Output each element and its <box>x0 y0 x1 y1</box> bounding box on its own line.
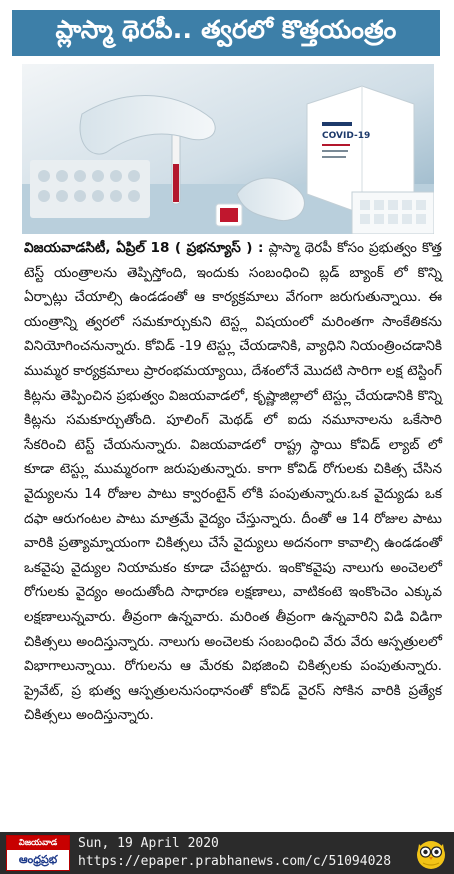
logo-title: ఆంధ్రప్రభ <box>18 853 58 866</box>
headline-banner <box>12 10 440 56</box>
article-text: ప్లాస్మా థెరపీ కోసం ప్రభుత్వం కొత్త టెస్ట్ యంత్రాలను తెప్పిస్తోంది, ఇందుకు సంబంధించి బ్లడ్ బ్యాంక్ లో కొన్ని ఏర్పాట్లు చేయాల్సి ఉండడంతో ఆ కార్యక్రమాలు వేగంగా జరుగుతున్నాయి. ఈ యంత్రాన్ని త్వరలో సమకూర్చుకుని టెస్ట్ల విషయంలో మరింతగా సాంకేతికను వినియోగించనున్నారు. కోవిడ్ -19 టెస్ట్లు చేయడానికి, వ్యాధిని నియంత్రించడానికి ముమ్మర కార్యక్రమాలు ప్రారంభమయ్యాయి, దేశంలోనే మొదటి సారిగా లక్ష టెస్టింగ్ కిట్లను తెప్పించిన ప్రభుత్వం విజయవాడలో, కృష్ణాజిల్లాలో టెస్ట్లు చేయడానికి కొన్ని కిట్లను సమకూర్చుతోంది. పూలింగ్ మెథడ్ లో ఐదు నమూనాలను ఒకేసారి సేకరించి టెస్ట్ చేయనున్నారు. విజయవాడలో రాష్ట్ర స్థాయి కోవిడ్ ల్యాబ్ లో కూడా టెస్ట్లు ముమ్మరంగా జరుపుతున్నారు. కాగా కోవిడ్ రోగులకు చికిత్స చేసిన వైద్యులను 14 రోజుల పాటు క్వారంటైన్ లోకి పంపుతున్నారు.ఒక వైద్యుడు ఒక దఫా ఆరుగంటల పాటు మాత్రమే వైద్యం చేస్తున్నారు. దీంతో ఆ 14 రోజుల పాటు వారికి ప్రత్యామ్నాయంగా చికిత్సలు చేసే వైద్యులు అదనంగా కావాల్సి ఉండడంతో ఒకవైపు వైద్యుల నియామకం కూడా చేపట్టారు. ఇంకొకవైపు నాలుగు అంచెలలో రోగులకు వైద్యం అందుతోంది సాధారణ లక్షణాలు, వాటికంటె ఇంకొంచెం ఎక్కువ లక్షణాలున్నవారు. తీవ్రంగా ఉన్నవారు. మరింత తీవ్రంగా ఉన్నవారిని విడి విడిగా చికిత్సలు అందిస్తున్నారు. నాలుగు అంచెలకు సంబంధించి వేరు వేరు ఆస్పత్రులలో విభాగాలున్నాయి. రోగులను ఆ మేరకు విభజించి చికిత్సలకు పంపుతున్నారు. ప్రైవేట్, ప్ర భుత్వ ఆస్పత్రులనుసంధానంతో కోవిడ్ వైరస్ సోకిన వారికి ప్రత్యేక చికిత్సలు అందిస్తున్నారు. <box>24 240 442 724</box>
photo-box-label: COVID-19 <box>322 131 371 141</box>
news-photo <box>22 64 434 234</box>
article-dateline: విజయవాడసిటీ, ఏప్రిల్ 18 ( ప్రభన్యూస్ ) : <box>24 240 264 256</box>
owl-icon <box>414 836 448 870</box>
footer-url-link[interactable]: https://epaper.prabhanews.com/c/51094028 <box>78 854 392 869</box>
footer-date: Sun, 19 April 2020 <box>78 836 219 851</box>
headline-text: ప్లాస్మా థెరపీ.. త్వరలో కొత్తయంత్రం <box>55 15 397 44</box>
newspaper-logo[interactable] <box>6 835 70 871</box>
article-paragraph <box>10 236 444 728</box>
article-body <box>10 236 444 828</box>
epaper-footer <box>0 832 454 874</box>
logo-edition-label: విజయవాడ <box>7 836 69 850</box>
